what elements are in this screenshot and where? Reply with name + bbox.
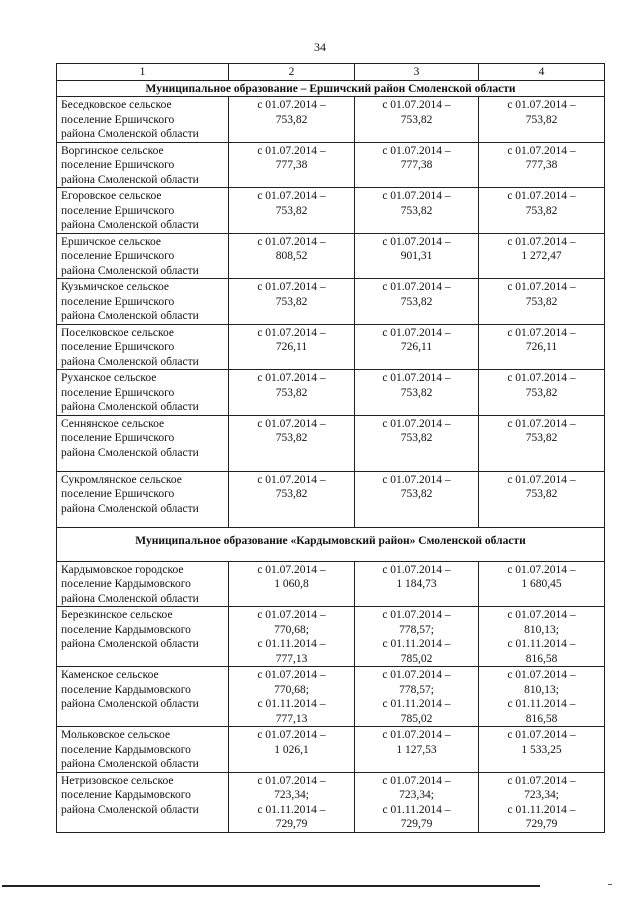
tariff-col3: с 01.07.2014 – 753,82 [355, 471, 479, 527]
settlement-name: Ершичское сельское поселение Ершичского района Смоленской области [57, 233, 229, 279]
tariff-col3: с 01.07.2014 – 753,82 [355, 370, 479, 416]
settlement-name: Сеннянское сельское поселение Ершичского района Смоленской области [57, 415, 229, 471]
tariff-col3: с 01.07.2014 – 723,34; с 01.11.2014 – 729,79 [355, 772, 479, 832]
table-row [57, 471, 605, 527]
table-row [57, 324, 605, 370]
table-row [57, 667, 605, 727]
tariff-col2: с 01.07.2014 – 753,82 [229, 370, 355, 416]
tariff-col2: с 01.07.2014 – 753,82 [229, 415, 355, 471]
table-row [57, 233, 605, 279]
settlement-name: Поселковское сельское поселение Ершичского района Смоленской области [57, 324, 229, 370]
tariff-col3: с 01.07.2014 – 753,82 [355, 97, 479, 143]
settlement-name: Кузьмичское сельское поселение Ершичского района Смоленской области [57, 279, 229, 325]
settlement-name: Беседковское сельское поселение Ершичского района Смоленской области [57, 97, 229, 143]
column-number: 4 [479, 64, 605, 81]
tariff-col2: с 01.07.2014 – 723,34; с 01.11.2014 – 729,79 [229, 772, 355, 832]
section-header-row [57, 80, 605, 97]
tariff-col2: с 01.07.2014 – 777,38 [229, 142, 355, 188]
table-row [57, 142, 605, 188]
tariff-col4: с 01.07.2014 – 810,13; с 01.11.2014 – 816,58 [479, 667, 605, 727]
settlement-name: Мольковское сельское поселение Кардымовского района Смоленской области [57, 727, 229, 773]
table-row [57, 561, 605, 607]
tariff-col4: с 01.07.2014 – 753,82 [479, 370, 605, 416]
tariff-col2: с 01.07.2014 – 753,82 [229, 471, 355, 527]
tariff-col3: с 01.07.2014 – 778,57; с 01.11.2014 – 785,02 [355, 667, 479, 727]
tariff-col3: с 01.07.2014 – 726,11 [355, 324, 479, 370]
settlement-name: Егоровское сельское поселение Ершичского района Смоленской области [57, 188, 229, 234]
tariff-col3: с 01.07.2014 – 1 184,73 [355, 561, 479, 607]
tariff-col4: с 01.07.2014 – 753,82 [479, 97, 605, 143]
tariff-col2: с 01.07.2014 – 1 026,1 [229, 727, 355, 773]
tariff-col4: с 01.07.2014 – 723,34; с 01.11.2014 – 729,79 [479, 772, 605, 832]
tariff-col3: с 01.07.2014 – 1 127,53 [355, 727, 479, 773]
tariff-col3: с 01.07.2014 – 778,57; с 01.11.2014 – 785,02 [355, 607, 479, 667]
tariff-col2: с 01.07.2014 – 753,82 [229, 188, 355, 234]
tariff-col2: с 01.07.2014 – 726,11 [229, 324, 355, 370]
tariff-col3: с 01.07.2014 – 753,82 [355, 279, 479, 325]
table-row [57, 279, 605, 325]
tariff-col2: с 01.07.2014 – 770,68; с 01.11.2014 – 777,13 [229, 667, 355, 727]
settlement-name: Руханское сельское поселение Ершичского района Смоленской области [57, 370, 229, 416]
tariff-table [56, 63, 605, 833]
settlement-name: Березкинское сельское поселение Кардымовского района Смоленской области [57, 607, 229, 667]
table-row [57, 415, 605, 471]
tariff-col2: с 01.07.2014 – 770,68; с 01.11.2014 – 777,13 [229, 607, 355, 667]
tariff-col4: с 01.07.2014 – 753,82 [479, 279, 605, 325]
column-number: 3 [355, 64, 479, 81]
tariff-col4: с 01.07.2014 – 777,38 [479, 142, 605, 188]
tariff-col4: с 01.07.2014 – 753,82 [479, 415, 605, 471]
page-number: 34 [314, 40, 326, 54]
table-row [57, 188, 605, 234]
tariff-col3: с 01.07.2014 – 901,31 [355, 233, 479, 279]
tariff-col2: с 01.07.2014 – 1 060,8 [229, 561, 355, 607]
table-row [57, 727, 605, 773]
table-row [57, 772, 605, 832]
tariff-col3: с 01.07.2014 – 777,38 [355, 142, 479, 188]
tariff-col3: с 01.07.2014 – 753,82 [355, 188, 479, 234]
settlement-name: Каменское сельское поселение Кардымовского района Смоленской области [57, 667, 229, 727]
section-header-row [57, 527, 605, 561]
tariff-col4: с 01.07.2014 – 1 680,45 [479, 561, 605, 607]
footer-mark [608, 884, 612, 885]
section-title: Муниципальное образование – Ершичский район Смоленской области [57, 80, 605, 97]
tariff-col2: с 01.07.2014 – 808,52 [229, 233, 355, 279]
tariff-col2: с 01.07.2014 – 753,82 [229, 279, 355, 325]
table-row [57, 97, 605, 143]
section-title: Муниципальное образование «Кардымовский район» Смоленской области [57, 527, 605, 561]
tariff-col4: с 01.07.2014 – 1 533,25 [479, 727, 605, 773]
tariff-col4: с 01.07.2014 – 753,82 [479, 471, 605, 527]
settlement-name: Кардымовское городское поселение Кардымовского района Смоленской области [57, 561, 229, 607]
column-number: 2 [229, 64, 355, 81]
tariff-col4: с 01.07.2014 – 753,82 [479, 188, 605, 234]
column-number-row [57, 64, 605, 81]
table-row [57, 370, 605, 416]
table-row [57, 607, 605, 667]
settlement-name: Нетризовское сельское поселение Кардымовского района Смоленской области [57, 772, 229, 832]
footer-rule [2, 885, 540, 887]
settlement-name: Воргинское сельское поселение Ершичского района Смоленской области [57, 142, 229, 188]
tariff-col3: с 01.07.2014 – 753,82 [355, 415, 479, 471]
tariff-col2: с 01.07.2014 – 753,82 [229, 97, 355, 143]
tariff-col4: с 01.07.2014 – 726,11 [479, 324, 605, 370]
tariff-col4: с 01.07.2014 – 810,13; с 01.11.2014 – 816,58 [479, 607, 605, 667]
settlement-name: Сукромлянское сельское поселение Ершичского района Смоленской области [57, 471, 229, 527]
column-number: 1 [57, 64, 229, 81]
tariff-col4: с 01.07.2014 – 1 272,47 [479, 233, 605, 279]
